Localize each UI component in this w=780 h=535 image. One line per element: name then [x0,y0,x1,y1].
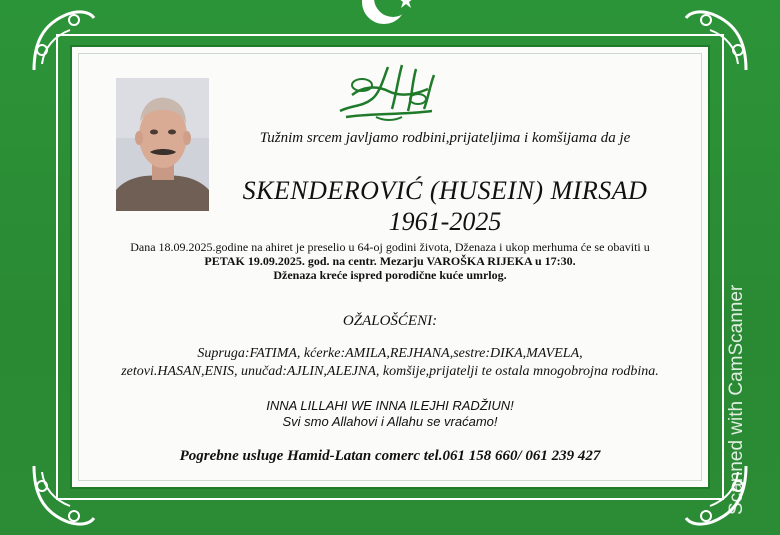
scanner-watermark: Scanned with CamScanner [726,284,747,515]
deceased-name: SKENDEROVIĆ (HUSEIN) MIRSAD [242,176,648,205]
mourners-line-2: zetovi.HASAN,ENIS, unučad:AJLIN,ALEJNA, komšije,prijatelji te ostala mnogobrojna rodbina. [121,364,659,379]
prayer-line-1: INNA LILLAHI WE INNA ILEJHI RADŽIUN! [266,398,514,413]
life-years: 1961-2025 [388,207,502,236]
mourners-line-1: Supruga:FATIMA, kćerke:AMILA,REJHANA,sestre:DIKA,MAVELA, [197,346,583,361]
calligraphy-emblem-icon [332,55,444,127]
funeral-service-contact: Pogrebne usluge Hamid-Latan comerc tel.061 158 660/ 061 239 427 [179,448,601,464]
crescent-star-icon [362,0,422,32]
portrait-photo [116,78,209,211]
details-line-3: Dženaza kreće ispred porodične kuće umrlog. [273,268,507,282]
prayer-line-2: Svi smo Allahovi i Allahu se vraćamo! [282,414,498,429]
intro-text: Tužnim srcem javljamo rodbini,prijateljima i komšijama da je [259,130,631,146]
details-line-2: PETAK 19.09.2025. god. na centr. Mezarju VAROŠKA RIJEKA u 17:30. [204,254,576,268]
details-line-1: Dana 18.09.2025.godine na ahiret je preselio u 64-oj godini života, Dženaza i ukop merhuma će se obaviti u [130,240,650,254]
mourners-title: OŽALOŠĆENI: [342,313,438,329]
